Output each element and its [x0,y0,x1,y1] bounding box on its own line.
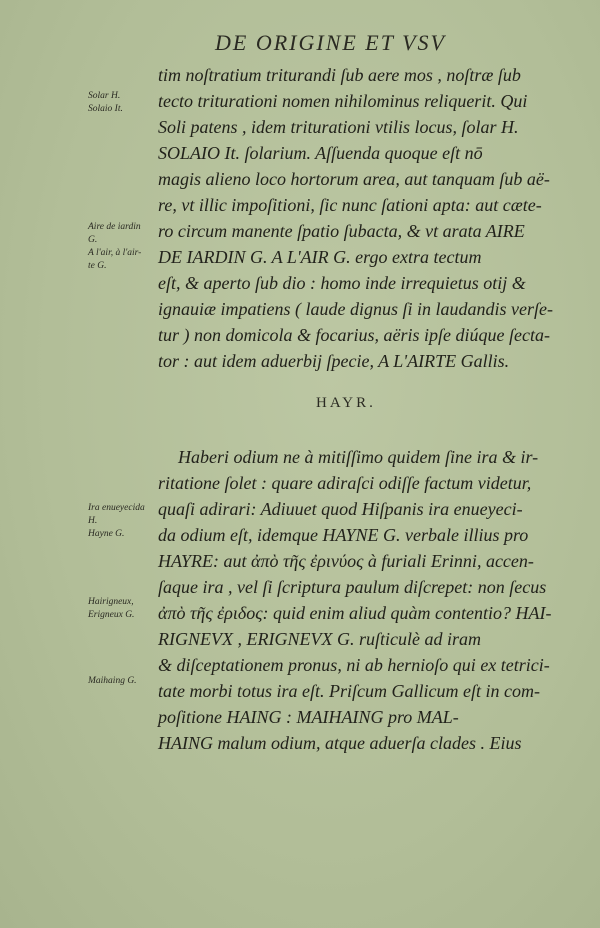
margin-note-line: Aire de iardin [88,222,141,232]
section-heading: HAYR. [316,395,376,411]
body-line: tecto triturationi nomen nihilominus reliquerit. Qui [158,91,528,111]
body-line: re, vt illic impoſitioni, ſic nunc ſationi apta: aut cæte- [158,195,542,215]
body-line: tor : aut idem aduerbij ſpecie, A L'AIRTE Gallis. [158,351,510,371]
body-line: & diſceptationem pronus, ni ab hernioſo qui ex tetrici- [158,655,550,675]
body-line: HAYRE: aut ἀπὸ τῆς ἐρινύος à furiali Erinni, accen- [158,551,534,571]
body-line: ſaque ira , vel ſi ſcriptura paulum diſcrepet: non ſecus [158,577,547,597]
margin-note-line: Maihaing G. [88,676,137,686]
body-line: Haberi odium ne à mitiſſimo quidem ſine ira & ir- [178,447,539,467]
margin-note-line: H. [88,516,98,526]
body-line: HAING malum odium, atque aduerſa clades . Eius [158,733,522,753]
margin-note-line: G. [88,235,98,245]
body-line: RIGNEVX , ERIGNEVX G. ruſticulè ad iram [158,629,481,649]
running-head: DE ORIGINE ET VSV [215,30,446,55]
margin-note-line: Hairigneux, [88,597,134,607]
body-line: DE IARDIN G. A L'AIR G. ergo extra tectum [158,247,482,267]
body-line: quaſi adirari: Adiuuet quod Hiſpanis ira enueyeci- [158,499,523,519]
body-line: Soli patens , idem triturationi vtilis locus, ſolar H. [158,117,519,137]
body-line: tim noſtratium triturandi ſub aere mos , noſtræ ſub [158,65,521,85]
body-line: ignauiæ impatiens ( laude dignus ſi in laudandis verſe- [158,299,553,319]
margin-note-hairigneux [88,596,134,622]
margin-note-aire [88,221,141,273]
margin-note-line: te G. [88,261,107,271]
margin-note-line: A l'air, à l'air- [88,248,142,258]
body-line: SOLAIO It. ſolarium. Aſſuenda quoque eſt nō [158,143,483,163]
margin-note-solar [88,90,123,116]
margin-note-maihaing [88,675,137,688]
body-line: poſitione HAING : MAIHAING pro MAL- [158,707,459,727]
margin-note-ira [88,502,145,541]
body-line: tur ) non domicola & focarius, aëris ipſe diúque ſecta- [158,325,550,345]
margin-note-line: Solar H. [88,91,121,101]
body-line: magis alieno loco hortorum area, aut tanquam ſub aë- [158,169,550,189]
body-line: da odium eſt, idemque HAYNE G. verbale illius pro [158,525,529,545]
margin-note-line: Hayne G. [88,529,125,539]
body-line: eſt, & aperto ſub dio : homo inde irrequietus otij & [158,273,526,293]
body-line: ritatione ſolet : quare adiraſci odiſſe factum videtur, [158,473,532,493]
body-line: tate morbi totus ira eſt. Priſcum Gallicum eſt in com- [158,681,540,701]
body-line: ro circum manente ſpatio ſubacta, & vt arata AIRE [158,221,525,241]
margin-note-line: Solaio It. [88,104,123,114]
margin-note-line: Ira enueyecida [88,503,145,513]
margin-note-line: Erigneux G. [88,610,135,620]
body-line: ἀπὸ τῆς ἐριδος: quid enim aliud quàm contentio? HAI- [158,603,552,623]
